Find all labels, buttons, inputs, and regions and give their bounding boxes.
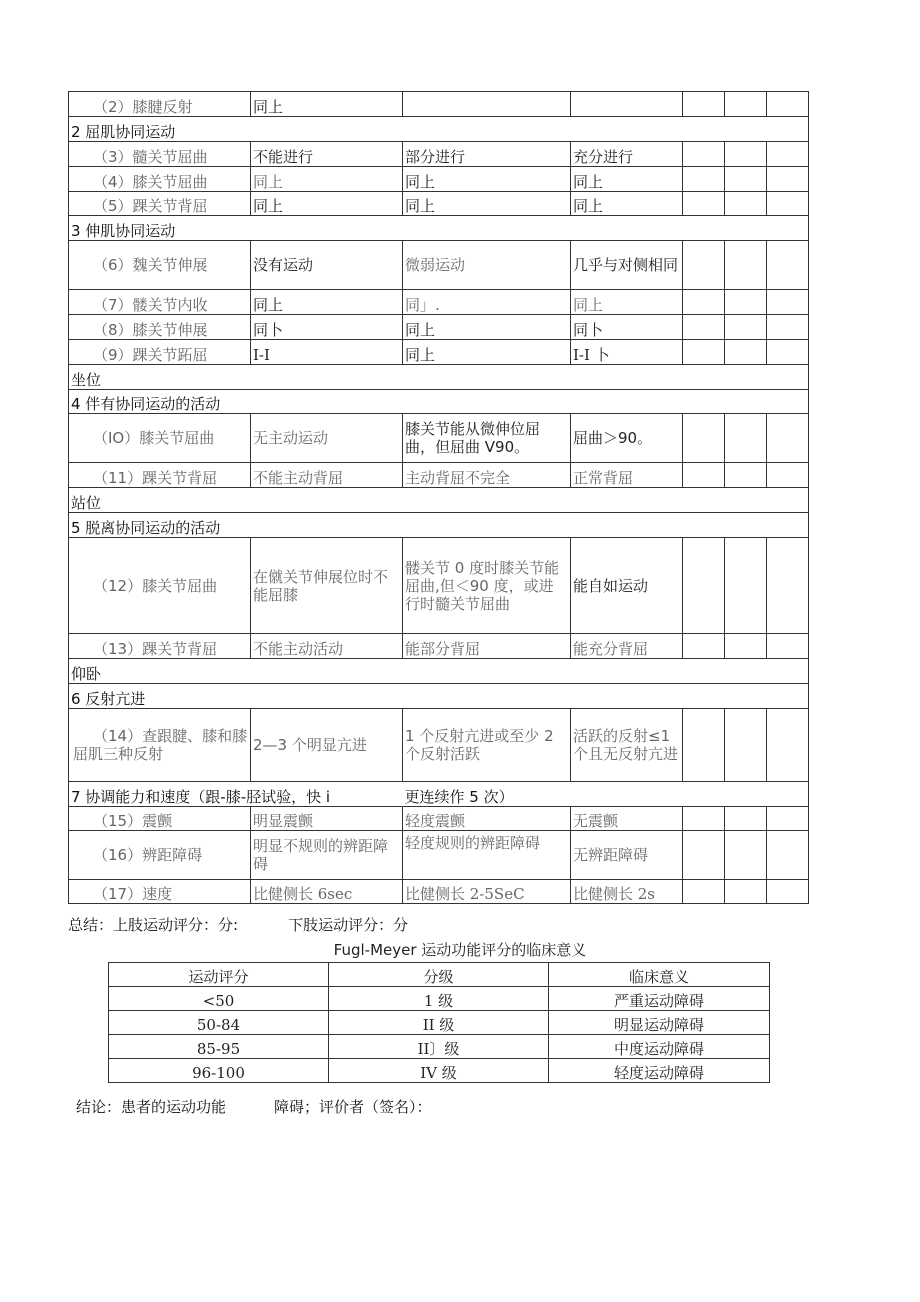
item-label: （8）膝关节伸展: [69, 315, 251, 340]
score-0-cell: 明显不规则的辨距障碍: [251, 831, 403, 880]
blank-cell: [683, 142, 725, 167]
table-row: [69, 807, 809, 831]
blank-cell: [725, 414, 767, 463]
score-1-cell: [403, 92, 571, 117]
table-row: [69, 538, 809, 634]
score-2-cell: 同卜: [571, 315, 683, 340]
section-row: [69, 782, 809, 807]
blank-cell: [767, 807, 809, 831]
grade-cell: IV 级: [329, 1059, 549, 1083]
meaning-cell: 中度运动障碍: [549, 1035, 770, 1059]
score-2-cell: 同上: [571, 192, 683, 216]
item-label: （15）震颤: [69, 807, 251, 831]
blank-cell: [683, 167, 725, 192]
meaning-cell: 明显运动障碍: [549, 1011, 770, 1035]
score-1-cell: 同上: [403, 315, 571, 340]
blank-cell: [767, 831, 809, 880]
table-row: [69, 167, 809, 192]
score-1-cell: 同上: [403, 340, 571, 365]
lower-limb-score-label: 下肢运动评分：分: [288, 916, 409, 934]
score-0-cell: 不能主动活动: [251, 634, 403, 659]
score-1-cell: 轻度规则的辨距障碍: [403, 831, 571, 880]
table-header-row: [109, 963, 770, 987]
blank-cell: [725, 340, 767, 365]
section-heading: 6 反射亢进: [69, 684, 809, 709]
blank-cell: [683, 315, 725, 340]
blank-cell: [725, 463, 767, 488]
blank-cell: [767, 241, 809, 290]
item-label: （3）髓关节屈曲: [69, 142, 251, 167]
clinical-meaning-table: [108, 962, 770, 1083]
table-row: [69, 142, 809, 167]
blank-cell: [725, 634, 767, 659]
score-2-cell: 屈曲＞90。: [571, 414, 683, 463]
section-heading: 5 脱离协同运动的活动: [69, 513, 809, 538]
score-0-cell: 无主动运动: [251, 414, 403, 463]
score-0-cell: 2—3 个明显亢进: [251, 709, 403, 782]
score-2-cell: 同上: [571, 290, 683, 315]
score-2-cell: 能自如运动: [571, 538, 683, 634]
blank-cell: [683, 880, 725, 904]
score-1-cell: 同上: [403, 192, 571, 216]
table-row: [109, 1059, 770, 1083]
section-heading: 站位: [69, 488, 809, 513]
blank-cell: [767, 463, 809, 488]
item-label: （12）膝关节屈曲: [69, 538, 251, 634]
table-row: [69, 831, 809, 880]
blank-cell: [683, 414, 725, 463]
section-heading: 3 伸肌协同运动: [69, 216, 809, 241]
table-row: [69, 463, 809, 488]
meaning-cell: 严重运动障碍: [549, 987, 770, 1011]
conclusion-label: 结论：患者的运动功能: [76, 1098, 227, 1116]
score-2-cell: 正常背屈: [571, 463, 683, 488]
section-row: [69, 390, 809, 414]
meaning-table-caption: Fugl-Meyer 运动功能评分的临床意义: [333, 941, 587, 959]
score-range-cell: 50-84: [109, 1011, 329, 1035]
section-heading: 仰卧: [69, 659, 809, 684]
meaning-cell: 轻度运动障碍: [549, 1059, 770, 1083]
score-1-cell: 微弱运动: [403, 241, 571, 290]
table-row: [109, 1035, 770, 1059]
blank-cell: [683, 192, 725, 216]
column-header: 运动评分: [109, 963, 329, 987]
score-1-cell: 主动背屈不完全: [403, 463, 571, 488]
blank-cell: [725, 807, 767, 831]
blank-cell: [767, 538, 809, 634]
blank-cell: [683, 831, 725, 880]
score-range-cell: <50: [109, 987, 329, 1011]
blank-cell: [725, 538, 767, 634]
lower-limb-assessment-table: [68, 91, 809, 904]
blank-cell: [725, 709, 767, 782]
blank-cell: [767, 290, 809, 315]
table-row: [109, 1011, 770, 1035]
score-2-cell: 活跃的反射≤1 个且无反射亢进: [571, 709, 683, 782]
score-1-cell: 轻度震颤: [403, 807, 571, 831]
evaluator-signature-label: 障碍；评价者（签名）：: [274, 1098, 432, 1116]
blank-cell: [683, 92, 725, 117]
table-row: [69, 709, 809, 782]
score-summary: [68, 914, 408, 935]
blank-cell: [683, 290, 725, 315]
column-header: 分级: [329, 963, 549, 987]
score-2-cell: [571, 92, 683, 117]
score-0-cell: 比健侧长 6sec: [251, 880, 403, 904]
blank-cell: [767, 414, 809, 463]
section-heading: 2 屈肌协同运动: [69, 117, 809, 142]
score-0-cell: 同上: [251, 290, 403, 315]
column-header: 临床意义: [549, 963, 770, 987]
section-row: [69, 684, 809, 709]
blank-cell: [725, 92, 767, 117]
score-1-cell: 膝关节能从微伸位屈曲，但屈曲 V90。: [403, 414, 571, 463]
item-label: （7）髅关节内收: [69, 290, 251, 315]
blank-cell: [725, 880, 767, 904]
blank-cell: [725, 241, 767, 290]
blank-cell: [725, 315, 767, 340]
score-0-cell: 同上: [251, 92, 403, 117]
score-2-cell: 同上: [571, 167, 683, 192]
blank-cell: [767, 167, 809, 192]
item-label: （5）踝关节背屈: [69, 192, 251, 216]
section-row: [69, 365, 809, 390]
blank-cell: [683, 463, 725, 488]
score-2-cell: 能充分背屈: [571, 634, 683, 659]
score-1-cell: 同」.: [403, 290, 571, 315]
blank-cell: [725, 831, 767, 880]
blank-cell: [725, 192, 767, 216]
score-0-cell: 同上: [251, 192, 403, 216]
item-label: （6）魏关节伸展: [69, 241, 251, 290]
blank-cell: [767, 192, 809, 216]
section-heading: 4 伴有协同运动的活动: [69, 390, 809, 414]
blank-cell: [767, 142, 809, 167]
score-1-cell: 1 个反射亢进或至少 2 个反射活跃: [403, 709, 571, 782]
section-row: [69, 659, 809, 684]
blank-cell: [683, 634, 725, 659]
blank-cell: [725, 290, 767, 315]
blank-cell: [767, 340, 809, 365]
score-range-cell: 85-95: [109, 1035, 329, 1059]
blank-cell: [683, 709, 725, 782]
score-0-cell: 不能主动背屈: [251, 463, 403, 488]
blank-cell: [767, 709, 809, 782]
score-2-cell: 无震颤: [571, 807, 683, 831]
score-1-cell: 部分进行: [403, 142, 571, 167]
blank-cell: [767, 92, 809, 117]
item-label: （16）辨距障碍: [69, 831, 251, 880]
score-0-cell: 同卜: [251, 315, 403, 340]
score-1-cell: 能部分背屈: [403, 634, 571, 659]
table-row: [69, 315, 809, 340]
item-label: （11）踝关节背屈: [69, 463, 251, 488]
blank-cell: [767, 634, 809, 659]
section-row: [69, 117, 809, 142]
score-2-cell: I-I 卜: [571, 340, 683, 365]
item-label: （17）速度: [69, 880, 251, 904]
score-0-cell: I-I: [251, 340, 403, 365]
blank-cell: [683, 538, 725, 634]
section-row: [69, 513, 809, 538]
table-row: [109, 987, 770, 1011]
item-label: （4）膝关节屈曲: [69, 167, 251, 192]
section-heading-tail: 更连续作 5 次）: [403, 782, 809, 807]
section-heading: 7 协调能力和速度（跟-膝-胫试验，快 i: [69, 782, 403, 807]
item-label: （13）踝关节背屈: [69, 634, 251, 659]
blank-cell: [683, 807, 725, 831]
table-row: [69, 92, 809, 117]
table-row: [69, 634, 809, 659]
blank-cell: [683, 340, 725, 365]
score-0-cell: 没有运动: [251, 241, 403, 290]
upper-limb-score-label: 总结：上肢运动评分：分:: [68, 916, 239, 934]
blank-cell: [683, 241, 725, 290]
score-2-cell: 比健侧长 2s: [571, 880, 683, 904]
score-0-cell: 明显震颤: [251, 807, 403, 831]
table-row: [69, 241, 809, 290]
score-2-cell: 充分进行: [571, 142, 683, 167]
score-2-cell: 几乎与对侧相同: [571, 241, 683, 290]
score-0-cell: 不能进行: [251, 142, 403, 167]
item-label: （14）查跟腱、膝和膝屈肌三种反射: [69, 709, 251, 782]
blank-cell: [767, 880, 809, 904]
score-1-cell: 同上: [403, 167, 571, 192]
score-range-cell: 96-100: [109, 1059, 329, 1083]
item-label: （9）踝关节跖屈: [69, 340, 251, 365]
table-row: [69, 192, 809, 216]
item-label: （2）膝腱反射: [69, 92, 251, 117]
section-row: [69, 216, 809, 241]
score-0-cell: 在僦关节伸展位时不能屈膝: [251, 538, 403, 634]
section-heading: 坐位: [69, 365, 809, 390]
table-row: [69, 290, 809, 315]
blank-cell: [767, 315, 809, 340]
conclusion-line: [76, 1096, 432, 1117]
grade-cell: II 级: [329, 1011, 549, 1035]
score-2-cell: 无辨距障碍: [571, 831, 683, 880]
table-row: [69, 880, 809, 904]
score-1-cell: 髅关节 0 度时膝关节能屈曲,但＜90 度，或进行时髓关节屈曲: [403, 538, 571, 634]
blank-cell: [725, 167, 767, 192]
score-0-cell: 同上: [251, 167, 403, 192]
item-label: （IO）膝关节屈曲: [69, 414, 251, 463]
table-row: [69, 340, 809, 365]
grade-cell: II〕级: [329, 1035, 549, 1059]
section-row: [69, 488, 809, 513]
blank-cell: [725, 142, 767, 167]
score-1-cell: 比健侧长 2-5SeC: [403, 880, 571, 904]
table-row: [69, 414, 809, 463]
grade-cell: 1 级: [329, 987, 549, 1011]
